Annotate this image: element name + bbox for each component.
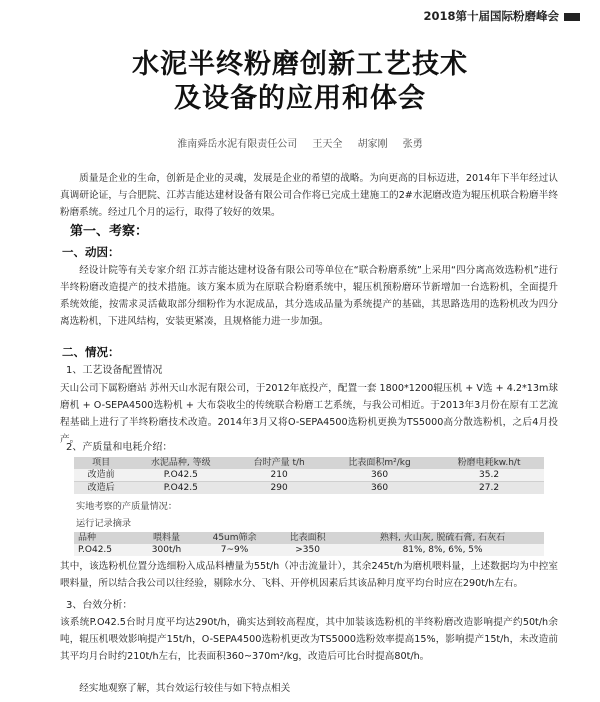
- table-cell: 300t/h: [138, 544, 195, 556]
- table-header-cell: 品种: [74, 532, 138, 544]
- motivation-paragraph: 经设计院等有关专家介绍 江苏吉能达建材设备有限公司等单位在“联合粉磨系统”上采用“四分离高效选粉机”进行半终粉磨改造提产的技术措施。该方案本质为在原联合粉磨系统中，辊压机预粉磨环节新增加一台选粉机，全面提升系统效能，按需求灵活截取部分细粉作为水泥成品，其分选成品量为系统提产的基础，其思路选用的选粉机改为四分离选粉机，下进风结构，安装更紧凑，且规格能力进一步加强。: [60, 265, 558, 327]
- table-header-cell: 熟料, 火山灰, 脱硫石膏, 石灰石: [341, 532, 544, 544]
- table-cell: 360: [325, 469, 434, 482]
- table-header-row: [74, 532, 544, 544]
- author-line: [0, 137, 600, 152]
- closing-line: 经实地观察了解，其台效运行较佳与如下特点相关: [79, 683, 291, 694]
- conference-header: [423, 8, 580, 25]
- table-cell: 改造前: [74, 469, 128, 482]
- header-bar-icon: [564, 13, 580, 21]
- author-name: 王天全: [312, 139, 343, 150]
- author-name: 张勇: [402, 139, 423, 150]
- section-heading: 第一、考察：: [70, 224, 149, 239]
- table-cell: 改造后: [74, 482, 128, 495]
- table-row: [74, 482, 544, 495]
- output-table: [74, 457, 544, 494]
- table2-title: 运行记录摘录: [76, 518, 132, 529]
- table-header-cell: 喂料量: [138, 532, 195, 544]
- table-header-row: [74, 457, 544, 469]
- table-cell: 81%, 8%, 6%, 5%: [341, 544, 544, 556]
- table-header-cell: 比表面积m²/kg: [325, 457, 434, 469]
- table-cell: 290: [233, 482, 325, 495]
- efficiency-paragraph: 该系统P.O42.5台时月度平均达290t/h，确实达到较高程度，其中加装该选粉机的半终粉磨改造影响提产约50t/h余吨，辊压机喂效影响提产15t/h，O-SEPA4500选粉机更改为TS5000选粉效率提高15%，影响提产15t/h，未改造前其平均月台时约210t/h左右，比表面积360~370m²/kg，改造后可比台时提高80t/h。: [60, 617, 558, 662]
- title-line-2: 及设备的应用和体会: [174, 83, 426, 114]
- author-name: 胡家刚: [357, 139, 388, 150]
- table1-note: 实地考察的产质量情况：: [76, 501, 178, 512]
- table-row: [74, 544, 544, 556]
- record-paragraph: 其中，该选粉机位置分选细粉入成品料槽量为55t/h（冲击流量计），其余245t/h为磨机喂料量，上述数据均为中控室喂料量，所以结合我公司以往经验，剔除水分、飞料、开停机因素后其该品种月度平均台时应在290t/h左右。: [60, 561, 558, 589]
- table-cell: 360: [325, 482, 434, 495]
- table-cell: 210: [233, 469, 325, 482]
- item-heading-equipment: 1、工艺设备配置情况: [66, 365, 163, 376]
- table-header-cell: 45um筛余: [195, 532, 274, 544]
- subsection-heading-situation: 二、情况：: [62, 345, 120, 359]
- table-header-cell: 比表面积: [274, 532, 341, 544]
- table-cell: P.O42.5: [128, 482, 233, 495]
- table-cell: P.O42.5: [128, 469, 233, 482]
- table-cell: P.O42.5: [74, 544, 138, 556]
- subsection-heading-motivation: 一、动因：: [62, 245, 120, 259]
- intro-paragraph: 质量是企业的生命，创新是企业的灵魂，发展是企业的希望的战略。为向更高的目标迈进，2014年下半年经过认真调研论证，与合肥院、江苏吉能达建材设备有限公司合作将已完成土建施工的2#水泥磨改造为辊压机联合粉磨半终粉磨系统。经过几个月的运行，取得了较好的效果。: [60, 173, 558, 218]
- table-cell: 35.2: [434, 469, 544, 482]
- equipment-paragraph: 天山公司下属粉磨站 苏州天山水泥有限公司，于2012年底投产，配置一套 1800*1200辊压机 + V选 + 4.2*13m球磨机 + O-SEPA4500选粉机 + 大布袋收尘的传统联合粉磨工艺系统，与我公司相近。于2013年3月份在原有工艺流程基础上进行了半终粉磨技术改造。2014年3月又将O-SEPA4500选粉机更换为TS5000高分散选粉机，之后4月投产。: [60, 383, 558, 445]
- table-header-cell: 项目: [74, 457, 128, 469]
- page-title: [0, 48, 600, 116]
- table-cell: >350: [274, 544, 341, 556]
- table-row: [74, 469, 544, 482]
- table-header-cell: 台时产量 t/h: [233, 457, 325, 469]
- table-cell: 7~9%: [195, 544, 274, 556]
- table-cell: 27.2: [434, 482, 544, 495]
- table-header-cell: 水泥品种, 等级: [128, 457, 233, 469]
- item-heading-efficiency: 3、台效分析：: [66, 600, 133, 611]
- item-heading-output: 2、产质量和电耗介绍：: [66, 442, 173, 453]
- author-org: 淮南舜岳水泥有限责任公司: [177, 139, 298, 150]
- title-line-1: 水泥半终粉磨创新工艺技术: [132, 49, 468, 80]
- operation-record-table: [74, 532, 544, 556]
- conference-name: 2018第十届国际粉磨峰会: [423, 9, 559, 23]
- table-header-cell: 粉磨电耗kw.h/t: [434, 457, 544, 469]
